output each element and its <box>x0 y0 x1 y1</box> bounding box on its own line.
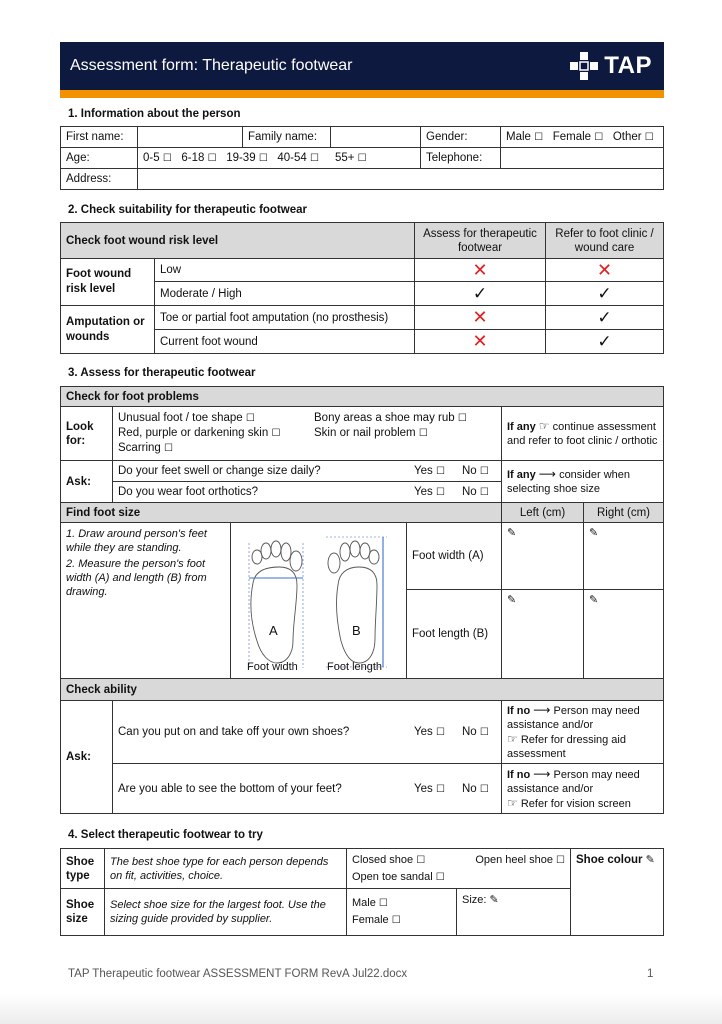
note-text: continue assessment and refer to foot clinic / orthotic <box>507 421 658 447</box>
refer-column-header: Refer to foot clinic / wound care <box>546 223 664 259</box>
risk-row-label: Low <box>155 259 415 282</box>
tick-icon: ✓ <box>415 282 546 306</box>
look-for-item-label: Bony areas a shoe may rub <box>314 412 455 424</box>
checkbox-icon[interactable]: ☐ <box>357 153 367 164</box>
pointing-hand-icon: ☞ <box>538 419 550 433</box>
size-label: Size: <box>462 894 487 906</box>
age-option-label: 40-54 <box>277 152 307 164</box>
yes-option[interactable] <box>414 486 462 498</box>
question-text: Do your feet swell or change size daily? <box>118 465 321 477</box>
checkbox-icon[interactable]: ☐ <box>479 783 489 795</box>
note-if-no: If no <box>507 705 531 717</box>
left-width-field[interactable] <box>502 523 584 590</box>
option-label: Open heel shoe <box>475 853 553 866</box>
option-label: Open toe sandal <box>352 870 433 883</box>
address-field[interactable] <box>138 169 664 190</box>
family-name-field[interactable] <box>331 127 421 148</box>
risk-row-label: Moderate / High <box>155 282 415 306</box>
question-row <box>113 482 502 503</box>
question-text: Can you put on and take off your own shoes? <box>118 726 350 738</box>
foot-width-a-label: Foot width (A) <box>407 523 502 590</box>
look-for-items <box>113 407 502 461</box>
section-1-title: 1. Information about the person <box>68 108 241 120</box>
pointing-hand-icon: ☞ <box>507 795 518 810</box>
ability-note <box>502 764 664 814</box>
form-title: Assessment form: Therapeutic footwear <box>70 57 353 74</box>
no-option[interactable] <box>462 486 496 498</box>
female-option[interactable] <box>352 912 451 929</box>
open-toe-option[interactable] <box>352 869 565 886</box>
male-label: Male <box>506 131 531 143</box>
measure-instructions <box>61 523 231 679</box>
page-number: 1 <box>647 968 654 980</box>
tap-logo <box>570 51 652 81</box>
age-option-label: 55+ <box>334 152 355 164</box>
pencil-icon: ✎ <box>507 592 517 606</box>
checkbox-icon[interactable]: ☐ <box>207 153 217 164</box>
option-label: Male <box>352 897 376 909</box>
checkbox-icon[interactable]: ☐ <box>457 413 467 424</box>
open-heel-option[interactable] <box>475 852 565 869</box>
age-option[interactable] <box>226 152 268 164</box>
foot-wound-risk-group: Foot wound risk level <box>61 259 155 306</box>
right-cm-header: Right (cm) <box>584 503 664 523</box>
look-for-label: Look for: <box>61 407 113 461</box>
option-label: Closed shoe <box>352 853 414 866</box>
note-text: Refer for vision screen <box>520 797 631 810</box>
other-option[interactable] <box>613 131 654 143</box>
note-text: Refer for dressing aid assessment <box>507 734 626 760</box>
female-option[interactable] <box>553 131 604 143</box>
no-option[interactable] <box>462 465 496 477</box>
female-label: Female <box>552 131 592 143</box>
yes-label: Yes <box>414 726 433 738</box>
foot-diagram-cell <box>231 523 407 679</box>
pencil-icon: ✎ <box>489 893 499 906</box>
amputation-wounds-group: Amputation or wounds <box>61 306 155 354</box>
yes-label: Yes <box>414 465 433 477</box>
age-option[interactable] <box>143 152 172 164</box>
note-if-any: If any <box>507 421 536 433</box>
no-label: No <box>462 726 477 738</box>
other-label: Other <box>612 131 642 143</box>
question-text: Do you wear foot orthotics? <box>118 486 258 498</box>
size-field[interactable] <box>457 889 571 936</box>
risk-row-label: Toe or partial foot amputation (no prosthesis) <box>155 306 415 330</box>
gender-options <box>501 127 664 148</box>
age-option[interactable] <box>277 152 319 164</box>
address-label: Address: <box>61 169 138 190</box>
ask-label: Ask: <box>61 461 113 503</box>
checkbox-icon[interactable]: ☐ <box>594 132 604 143</box>
checkbox-icon[interactable]: ☐ <box>435 727 445 738</box>
tap-logo-icon <box>570 52 598 80</box>
tick-icon: ✓ <box>546 282 664 306</box>
shoe-colour-label: Shoe colour <box>576 854 643 866</box>
foot-length-caption: Foot length <box>327 661 383 673</box>
ask-note <box>502 461 664 503</box>
checkbox-icon[interactable]: ☐ <box>534 132 544 143</box>
closed-shoe-option[interactable] <box>352 852 425 869</box>
age-option-label: 19-39 <box>226 152 256 164</box>
note-text: Person may need assistance and/or <box>507 705 640 731</box>
instruction-step-1: 1. Draw around person's feet while they are standing. <box>66 528 207 554</box>
no-option[interactable] <box>462 726 496 738</box>
pointing-hand-icon: ☞ <box>507 732 518 746</box>
option-label: Female <box>352 914 389 926</box>
look-for-item[interactable] <box>118 441 496 456</box>
checkbox-icon[interactable]: ☐ <box>258 153 268 164</box>
checkbox-icon[interactable]: ☐ <box>418 428 428 439</box>
checkbox-icon[interactable]: ☐ <box>245 413 255 424</box>
checkbox-icon[interactable]: ☐ <box>391 915 401 926</box>
find-foot-size-heading: Find foot size <box>61 503 502 523</box>
male-option[interactable] <box>506 131 543 143</box>
no-label: No <box>462 465 477 477</box>
note-text: consider when selecting shoe size <box>507 469 630 495</box>
shoe-type-options <box>347 849 571 889</box>
shoe-colour-field[interactable] <box>571 849 664 936</box>
checkbox-icon[interactable]: ☐ <box>378 898 388 909</box>
page-edge-shade <box>0 994 722 1024</box>
look-for-item-label: Unusual foot / toe shape <box>118 412 243 424</box>
label-a: A <box>269 623 278 638</box>
cross-icon: ✕ <box>415 330 546 354</box>
no-label: No <box>462 782 477 795</box>
first-name-label: First name: <box>61 127 138 148</box>
note-if-any: If any <box>507 469 536 481</box>
section-2-title: 2. Check suitability for therapeutic footwear <box>68 204 307 216</box>
look-for-item[interactable] <box>314 411 467 426</box>
telephone-field[interactable] <box>501 148 664 169</box>
checkbox-icon[interactable]: ☐ <box>435 466 445 477</box>
checkbox-icon[interactable]: ☐ <box>435 487 445 498</box>
tick-icon: ✓ <box>546 306 664 330</box>
checkbox-icon[interactable]: ☐ <box>644 132 654 143</box>
pencil-icon: ✎ <box>589 592 599 606</box>
logo-text: TAP <box>604 52 652 79</box>
orange-accent-bar <box>60 90 664 98</box>
note-text: Person may need assistance and/or <box>507 768 640 795</box>
yes-label: Yes <box>414 486 433 498</box>
arrow-right-icon: ⟶ <box>538 467 556 481</box>
person-info-table <box>60 126 664 190</box>
age-option[interactable] <box>181 152 216 164</box>
foot-outline-diagram <box>231 523 406 678</box>
section-3-title: 3. Assess for therapeutic footwear <box>68 367 256 379</box>
ask-label: Ask: <box>61 701 113 814</box>
question-row <box>113 764 502 814</box>
telephone-label: Telephone: <box>421 148 501 169</box>
checkbox-icon[interactable]: ☐ <box>271 428 281 439</box>
first-name-field[interactable] <box>138 127 243 148</box>
checkbox-icon[interactable]: ☐ <box>556 854 566 866</box>
checkbox-icon[interactable]: ☐ <box>416 854 426 866</box>
checkbox-icon[interactable]: ☐ <box>310 153 319 164</box>
cross-icon: ✕ <box>415 259 546 282</box>
no-option[interactable] <box>462 783 496 795</box>
risk-level-heading: Check foot wound risk level <box>61 223 415 259</box>
pencil-icon: ✎ <box>645 853 655 866</box>
left-cm-header: Left (cm) <box>502 503 584 523</box>
ability-note <box>502 701 664 764</box>
assess-column-header: Assess for therapeutic footwear <box>415 223 546 259</box>
gender-label: Gender: <box>421 127 501 148</box>
yes-option[interactable] <box>414 783 462 795</box>
cross-icon: ✕ <box>546 259 664 282</box>
age-options <box>138 148 421 169</box>
foot-length-b-label: Foot length (B) <box>407 589 502 678</box>
gender-size-options <box>347 889 457 936</box>
look-for-item[interactable] <box>118 426 314 441</box>
shoe-type-description: The best shoe type for each person depends on fit, activities, choice. <box>105 849 347 889</box>
section-4-title: 4. Select therapeutic footwear to try <box>68 829 263 841</box>
check-foot-problems-heading: Check for foot problems <box>61 387 664 407</box>
checkbox-icon[interactable]: ☐ <box>162 153 172 164</box>
look-for-item-label: Red, purple or darkening skin <box>118 427 269 439</box>
look-for-item-label: Skin or nail problem <box>314 427 416 439</box>
shoe-size-label: Shoe size <box>61 889 105 936</box>
left-length-field[interactable] <box>502 589 584 678</box>
age-option[interactable] <box>335 152 367 164</box>
age-label: Age: <box>61 148 138 169</box>
age-option-label: 0-5 <box>143 152 160 164</box>
arrow-right-icon: ⟶ <box>533 766 551 781</box>
right-width-field[interactable] <box>584 523 664 590</box>
pencil-icon: ✎ <box>589 526 599 539</box>
check-ability-heading: Check ability <box>61 679 664 701</box>
select-footwear-table <box>60 848 664 936</box>
form-header <box>60 42 664 90</box>
foot-width-caption: Foot width <box>247 661 298 673</box>
no-label: No <box>462 486 477 498</box>
yes-option[interactable] <box>414 726 462 738</box>
instruction-step-2: 2. Measure the person's foot width (A) and length (B) from drawing. <box>66 558 207 598</box>
look-for-item[interactable] <box>314 426 428 441</box>
footer-text: TAP Therapeutic footwear ASSESSMENT FORM RevA Jul22.docx <box>68 968 408 980</box>
assess-table <box>60 386 664 814</box>
arrow-right-icon: ⟶ <box>533 703 551 717</box>
question-text: Are you able to see the bottom of your feet? <box>118 782 342 795</box>
checkbox-icon[interactable]: ☐ <box>479 727 489 738</box>
suitability-table <box>60 222 664 354</box>
male-option[interactable] <box>352 895 451 912</box>
shoe-size-description: Select shoe size for the largest foot. Use the sizing guide provided by supplier. <box>105 889 347 936</box>
look-for-item[interactable] <box>118 411 314 426</box>
pencil-icon: ✎ <box>507 526 517 539</box>
risk-row-label: Current foot wound <box>155 330 415 354</box>
age-option-label: 6-18 <box>181 152 205 164</box>
cross-icon: ✕ <box>415 306 546 330</box>
right-length-field[interactable] <box>584 589 664 678</box>
checkbox-icon[interactable]: ☐ <box>435 871 445 883</box>
checkbox-icon[interactable]: ☐ <box>164 443 173 454</box>
question-row <box>113 461 502 482</box>
note-if-no: If no <box>507 768 531 781</box>
checkbox-icon[interactable]: ☐ <box>479 466 489 477</box>
look-for-item-label: Scarring <box>118 442 161 454</box>
label-b: B <box>352 623 361 638</box>
shoe-type-label: Shoe type <box>61 849 105 889</box>
yes-label: Yes <box>414 782 433 795</box>
family-name-label: Family name: <box>243 127 331 148</box>
tick-icon: ✓ <box>546 330 664 354</box>
yes-option[interactable] <box>414 465 462 477</box>
checkbox-icon[interactable]: ☐ <box>479 487 489 498</box>
look-for-note <box>502 407 664 461</box>
question-row <box>113 701 502 764</box>
checkbox-icon[interactable]: ☐ <box>435 783 445 795</box>
